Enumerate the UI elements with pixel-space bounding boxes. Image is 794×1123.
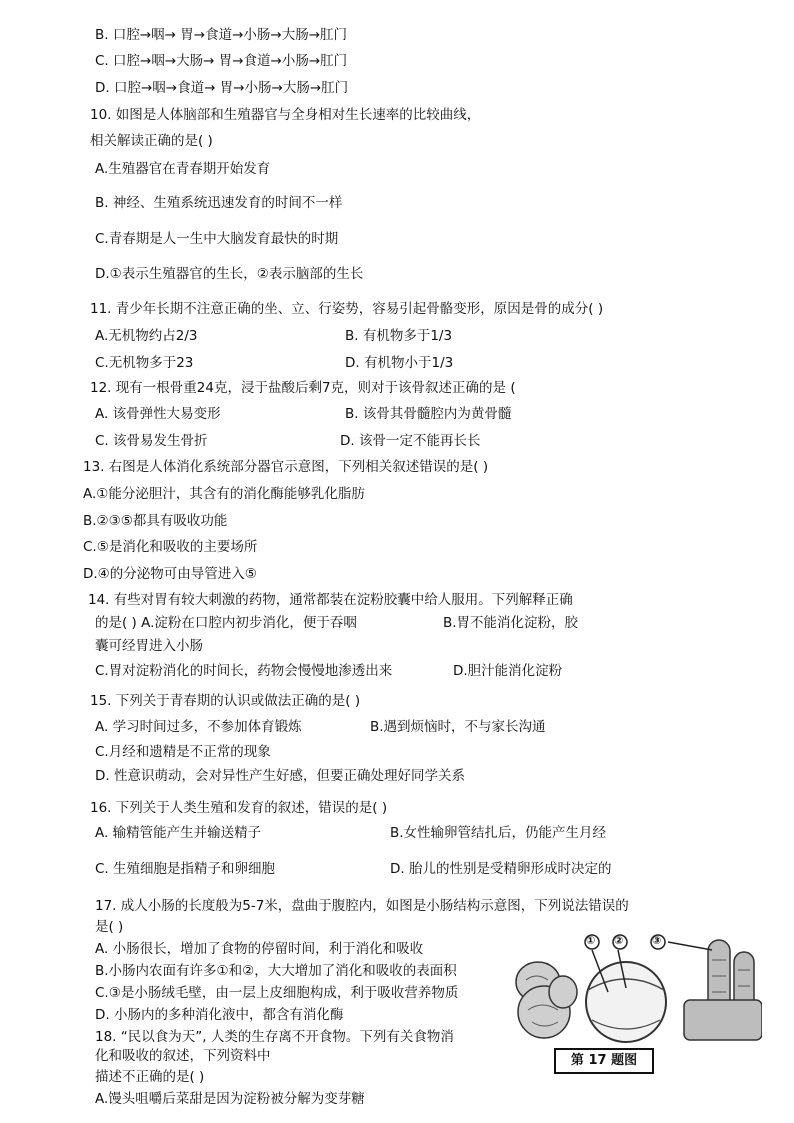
question-text: 15. 下列关于青春期的认识或做法正确的是( ) [90,693,361,709]
question-text: 10. 如图是人体脑部和生殖器官与全身相对生长速率的比较曲线， [90,107,481,123]
option-line: C.③是小肠绒毛壁，由一层上皮细胞构成，利于吸收营养物质 [95,985,459,1001]
option-line: A.生殖器官在青春期开始发育 [95,161,271,177]
option-line: B. 神经、生殖系统迅速发育的时间不一样 [95,195,343,211]
question-text: 17. 成人小肠的长度般为5-7米，盘曲于腹腔内，如图是小肠结构示意图，下列说法错误的 [95,898,629,914]
option-line: A.①能分泌胆汁，其含有的消化酶能够乳化脂肪 [83,486,365,502]
option-line: C.月经和遗精是不正常的现象 [95,744,271,760]
intestine-illustration [508,930,762,1048]
option-line: D. 口腔→咽→食道→ 胃→小肠→大肠→肛门 [95,80,349,96]
option-line: A.无机物约占2/3 [95,328,198,344]
option-line: B.遇到烦恼时，不与家长沟通 [370,719,546,735]
question-text: 14. 有些对胃有较大刺激的药物，通常都装在淀粉胶囊中给人服用。下列解释正确 [88,592,573,608]
option-line: A. 小肠很长，增加了食物的停留时间，利于消化和吸收 [95,941,424,957]
option-line: D.①表示生殖器官的生长，②表示脑部的生长 [95,266,364,282]
question-text: 是( ) [95,919,124,935]
option-line: B.②③⑤都具有吸收功能 [83,513,228,529]
option-line: B. 口腔→咽→ 胃→食道→小肠→大肠→肛门 [95,27,348,43]
option-line: 囊可经胃进入小肠 [95,638,203,654]
option-line: A.馒头咀嚼后菜甜是因为淀粉被分解为变芽糖 [95,1091,365,1107]
option-line: C.青春期是人一生中大脑发育最快的时期 [95,231,339,247]
option-line: B. 有机物多于1/3 [345,328,453,344]
option-line: B.胃不能消化淀粉，胶 [443,615,579,631]
option-line: C. 口腔→咽→大肠→ 胃→食道→小肠→肛门 [95,53,348,69]
option-line: C. 该骨易发生骨折 [95,433,208,449]
figure-marker-2: ② [614,934,624,947]
option-line: B.小肠内农面有许多①和②，大大增加了消化和吸收的表面积 [95,963,457,979]
option-line: A. 该骨弹性大易变形 [95,406,221,422]
option-line: C.胃对淀粉消化的时间长，药物会慢慢地渗透出来 [95,663,393,679]
figure-marker-1: ① [586,934,596,947]
option-line: D. 性意识萌动，会对异性产生好感，但要正确处理好同学关系 [95,768,465,784]
option-line: B. 该骨其骨髓腔内为黄骨髓 [345,406,512,422]
question-text: 12. 现有一根骨重24克，浸于盐酸后剩7克，则对于该骨叙述正确的是 ( [90,380,516,396]
option-line: A. 输精管能产生并输送精子 [95,825,262,841]
figure-caption: 第 17 题图 [554,1048,654,1074]
question-text: 相关解读正确的是( ) [90,133,213,149]
option-line: C. 生殖细胞是指精子和卵细胞 [95,861,276,877]
option-line: D. 小肠内的多种消化液中，都含有消化酶 [95,1007,344,1023]
option-line: C.无机物多于23 [95,355,194,371]
question-text: 18. “民以食为天”, 人类的生存离不开食物。下列有关食物消 [95,1029,454,1045]
option-line: D. 有机物小于1/3 [345,355,454,371]
figure-marker-3: ③ [652,934,662,947]
question-text: 16. 下列关于人类生殖和发育的叙述，错误的是( ) [90,800,388,816]
option-line: D. 该骨一定不能再长长 [340,433,481,449]
question-text: 化和吸收的叙述，下列资料中 [95,1048,271,1064]
option-line: D.胆汁能消化淀粉 [453,663,563,679]
question-text: 描述不正确的是( ) [95,1069,205,1085]
question-text: 11. 青少年长期不注意正确的坐、立、行姿势，容易引起骨骼变形，原因是骨的成分( ) [90,301,604,317]
option-line: D. 胎儿的性别是受精卵形成时决定的 [390,861,612,877]
option-line: A. 学习时间过多，不参加体育锻炼 [95,719,302,735]
option-line: B.女性输卵管结扎后，仍能产生月经 [390,825,607,841]
option-line: C.⑤是消化和吸收的主要场所 [83,539,258,555]
option-line: D.④的分泌物可由导管进入⑤ [83,566,257,582]
small-intestine-figure [508,930,762,1080]
question-text: 13. 右图是人体消化系统部分器官示意图，下列相关叙述错误的是( ) [83,459,489,475]
question-text: 的是( ) A.淀粉在口腔内初步消化，便于吞咽 [95,615,357,631]
